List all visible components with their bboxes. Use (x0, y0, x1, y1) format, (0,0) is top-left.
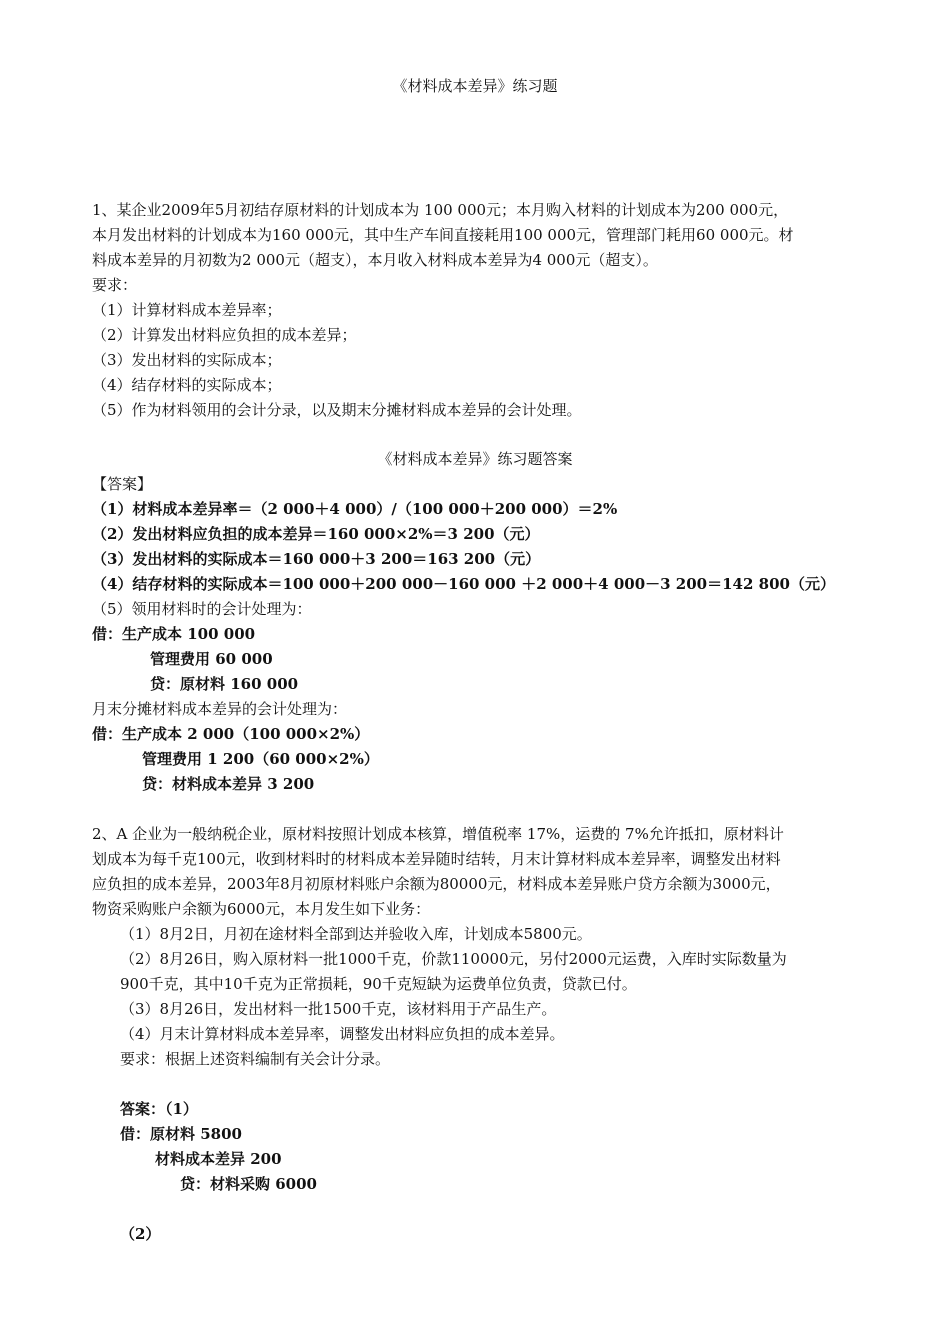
answer-step-2: （2）发出材料应负担的成本差异＝160 000×2%＝3 200（元） (92, 525, 540, 543)
q1-line-2: 本月发出材料的计划成本为160 000元，其中生产车间直接耗用100 000元，管理部门耗用60 000元。材 (92, 226, 794, 244)
answer-step-4: （4）结存材料的实际成本＝100 000＋200 000－160 000 ＋2 000＋4 000－3 200＝142 800（元） (92, 575, 835, 593)
q2-line-4: 物资采购账户余额为6000元，本月发生如下业务： (92, 900, 431, 918)
page-title: 《材料成本差异》练习题 (392, 77, 558, 95)
q1-line-3: 料成本差异的月初数为2 000元（超支），本月收入材料成本差异为4 000元（超支）。 (92, 251, 658, 269)
entry-debit-management: 管理费用 60 000 (150, 650, 273, 668)
q2-line-3: 应负担的成本差异，2003年8月初原材料账户余额为80000元，材料成本差异账户贷方余额为3000元， (92, 875, 781, 893)
answer-step-1: （1）材料成本差异率＝（2 000＋4 000）/（100 000＋200 000）＝2% (92, 500, 618, 518)
entry-credit-material: 贷：原材料 160 000 (150, 675, 299, 693)
answer-title: 《材料成本差异》练习题答案 (377, 450, 573, 468)
q1-requirement-1: （1）计算材料成本差异率； (92, 301, 282, 319)
answer-step-5: （5）领用材料时的会计处理为： (92, 600, 312, 618)
q2-entry-debit-material: 借：原材料 5800 (120, 1125, 242, 1143)
q1-requirement-label: 要求： (92, 276, 138, 294)
month-end-label: 月末分摊材料成本差异的会计处理为： (92, 700, 348, 718)
q1-requirement-2: （2）计算发出材料应负担的成本差异； (92, 326, 357, 344)
q1-line-1: 1、某企业2009年5月初结存原材料的计划成本为 100 000元；本月购入材料的计划成本为200 000元， (92, 201, 789, 219)
q2-item-3: （3）8月26日，发出材料一批1500千克，该材料用于产品生产。 (120, 1000, 557, 1018)
q1-requirement-3: （3）发出材料的实际成本； (92, 351, 282, 369)
q2-item-2a: （2）8月26日，购入原材料一批1000千克，价款110000元，另付2000元运费，入库时实际数量为 (120, 950, 787, 968)
month-end-debit-production: 借：生产成本 2 000（100 000×2%） (92, 725, 370, 743)
answer-step-3: （3）发出材料的实际成本＝160 000＋3 200＝163 200（元） (92, 550, 541, 568)
entry-debit-production: 借：生产成本 100 000 (92, 625, 256, 643)
q1-requirement-4: （4）结存材料的实际成本； (92, 376, 282, 394)
q2-line-1: 2、A 企业为一般纳税企业，原材料按照计划成本核算，增值税率 17%，运费的 7%允许抵扣，原材料计 (92, 825, 784, 843)
q2-answer-part-2: （2） (120, 1225, 161, 1243)
answer-tag: 【答案】 (92, 475, 153, 493)
month-end-debit-management: 管理费用 1 200（60 000×2%） (142, 750, 379, 768)
q2-line-2: 划成本为每千克100元，收到材料时的材料成本差异随时结转，月末计算材料成本差异率，调整发出材料 (92, 850, 781, 868)
q2-item-2b: 900千克，其中10千克为正常损耗，90千克短缺为运费单位负责，贷款已付。 (120, 975, 637, 993)
q2-requirement: 要求：根据上述资料编制有关会计分录。 (120, 1050, 391, 1068)
q1-requirement-5: （5）作为材料领用的会计分录，以及期末分摊材料成本差异的会计处理。 (92, 401, 582, 419)
q2-item-4: （4）月末计算材料成本差异率，调整发出材料应负担的成本差异。 (120, 1025, 565, 1043)
q2-item-1: （1）8月2日，月初在途材料全部到达并验收入库，计划成本5800元。 (120, 925, 592, 943)
q2-answer-head: 答案：（1） (120, 1100, 198, 1118)
q2-entry-debit-variance: 材料成本差异 200 (155, 1150, 282, 1168)
month-end-credit-variance: 贷：材料成本差异 3 200 (142, 775, 315, 793)
q2-entry-credit-purchase: 贷：材料采购 6000 (180, 1175, 317, 1193)
